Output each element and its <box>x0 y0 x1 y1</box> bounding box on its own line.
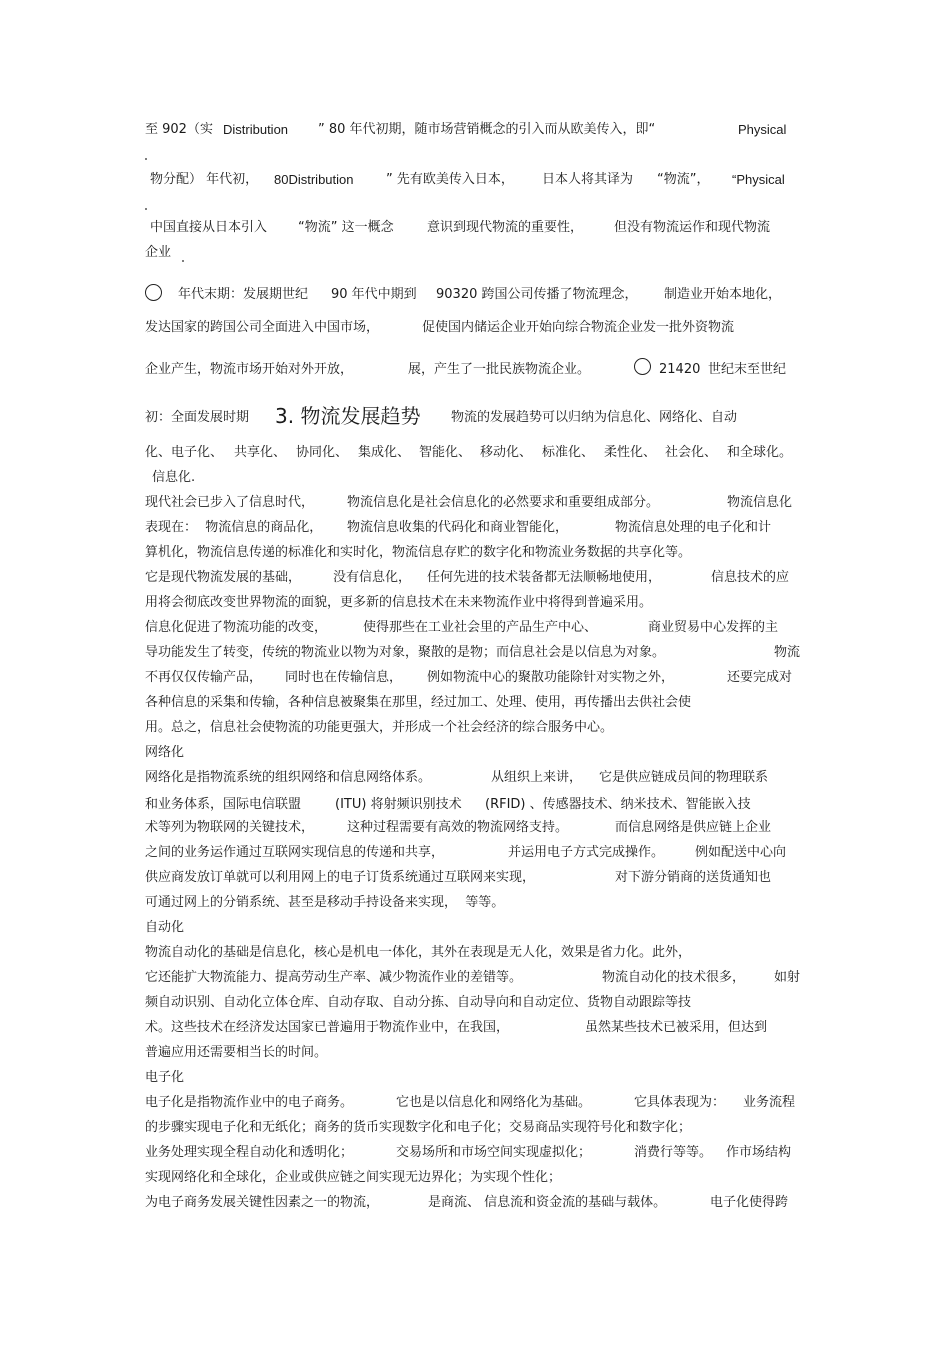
text-fragment: ” 先有欧美传入日本， <box>386 172 514 187</box>
text-fragment: 和业务体系，国际电信联盟 <box>145 797 302 812</box>
text-fragment: 业务处理实现全程自动化和透明化； <box>145 1145 354 1160</box>
text-fragment: 用将会彻底改变世界物流的面貌，更多新的信息技术在未来物流作业中将得到普遍采用。 <box>145 595 653 610</box>
text-fragment: 例如物流中心的聚散功能除针对实物之外， <box>427 670 675 685</box>
circle-icon <box>634 358 651 375</box>
text-fragment: 它是现代物流发展的基础， <box>145 570 302 585</box>
text-fragment: 企业 <box>145 245 172 260</box>
text-fragment: 制造业开始本地化， <box>664 287 782 302</box>
text-fragment: 对下游分销商的送货通知也 <box>615 870 772 885</box>
text-fragment: (RFID) 、传感器技术、纳米技术、智能嵌入技 <box>485 797 751 812</box>
dot-mark <box>145 158 147 160</box>
subheading-informatization: 信息化. <box>152 470 196 485</box>
text-fragment: 同时也在传输信息， <box>285 670 403 685</box>
text-fragment: 物流信息处理的电子化和计 <box>615 520 772 535</box>
text-fragment: 表现在： 物流信息的商品化， <box>145 520 323 535</box>
text-fragment: 电子化是指物流作业中的电子商务。 <box>145 1095 354 1110</box>
text-fragment: 为电子商务发展关键性因素之一的物流， <box>145 1195 380 1210</box>
text-fragment: 世纪末至世纪 <box>708 362 787 377</box>
text-fragment: 展，产生了一批民族物流企业。 <box>408 362 591 377</box>
text-fragment: ” 80 年代初期，随市场营销概念的引入而从欧美传入，即“ <box>318 122 656 137</box>
text-fragment: 物流自动化的基础是信息化，核心是机电一体化，其外在表现是无人化，效果是省力化。此外， <box>145 945 692 960</box>
dot-mark <box>182 260 184 262</box>
subheading-electronization: 电子化 <box>145 1070 185 1085</box>
text-fragment: 集成化、 <box>358 445 411 460</box>
text-fragment: 而信息网络是供应链上企业 <box>615 820 772 835</box>
text-fragment: 物流信息化是社会信息化的必然要求和重要组成部分。 <box>347 495 660 510</box>
text-fragment: 90 年代中期到 <box>331 287 417 302</box>
text-fragment: 标准化、 <box>542 445 595 460</box>
text-fragment: 的步骤实现电子化和无纸化；商务的货币实现数字化和电子化；交易商品实现符号化和数字化； <box>145 1120 692 1135</box>
text-fragment: 消费行等等。 <box>634 1145 713 1160</box>
subheading-networking: 网络化 <box>145 745 185 760</box>
subheading-automation: 自动化 <box>145 920 185 935</box>
text-fragment: 如射 <box>774 970 801 985</box>
text-fragment: 日本人将其译为 <box>542 172 634 187</box>
text-fragment: 物流信息化 <box>727 495 793 510</box>
text-fragment: 信息技术的应 <box>711 570 790 585</box>
text-fragment: 协同化、 <box>296 445 349 460</box>
text-fragment: 物流 <box>774 645 801 660</box>
text-fragment: 术等列为物联网的关键技术， <box>145 820 315 835</box>
text-fragment: 它也是以信息化和网络化为基础。 <box>396 1095 592 1110</box>
text-fragment: 作市场结构 <box>726 1145 792 1160</box>
text-fragment: 虽然某些技术已被采用，但达到 <box>585 1020 768 1035</box>
text-fragment: 网络化是指物流系统的组织网络和信息网络体系。 <box>145 770 432 785</box>
text-fragment: 这种过程需要有高效的物流网络支持。 <box>347 820 569 835</box>
text-fragment: 中国直接从日本引入 <box>150 220 268 235</box>
text-fragment: 90320 跨国公司传播了物流理念， <box>436 287 638 302</box>
text-fragment: 用。总之，信息社会使物流的功能更强大，并形成一个社会经济的综合服务中心。 <box>145 720 614 735</box>
text-fragment: 它具体表现为： <box>634 1095 726 1110</box>
text-fragment: 年代末期：发展期世纪 <box>178 287 309 302</box>
text-fragment: 信息化促进了物流功能的改变， <box>145 620 328 635</box>
text-fragment: “Physical <box>732 172 785 187</box>
text-fragment: 物流的发展趋势可以归纳为信息化、网络化、自动 <box>451 410 738 425</box>
text-fragment: 没有信息化， <box>333 570 412 585</box>
text-fragment: 从组织上来讲， <box>491 770 583 785</box>
text-fragment: 社会化、 <box>665 445 718 460</box>
text-fragment: 普遍应用还需要相当长的时间。 <box>145 1045 328 1060</box>
circle-icon <box>145 284 162 301</box>
text-fragment: 电子化使得跨 <box>710 1195 789 1210</box>
text-fragment: 各种信息的采集和传输，各种信息被聚集在那里，经过加工、处理、使用，再传播出去供社会使 <box>145 695 692 710</box>
text-fragment: 企业产生，物流市场开始对外开放， <box>145 362 354 377</box>
text-fragment: 它是供应链成员间的物理联系 <box>599 770 769 785</box>
text-fragment: 21420 <box>659 362 701 377</box>
text-fragment: 实现网络化和全球化，企业或供应链之间实现无边界化；为实现个性化； <box>145 1170 562 1185</box>
text-fragment: 物流自动化的技术很多， <box>602 970 746 985</box>
text-fragment: 发达国家的跨国公司全面进入中国市场， <box>145 320 380 335</box>
text-fragment: 例如配送中心向 <box>695 845 787 860</box>
text-fragment: 它还能扩大物流能力、提高劳动生产率、减少物流作业的差错等。 <box>145 970 523 985</box>
text-fragment: 智能化、 <box>419 445 472 460</box>
text-fragment: 可通过网上的分销系统、甚至是移动手持设备来实现， 等等。 <box>145 895 505 910</box>
text-fragment: (ITU) 将射频识别技术 <box>335 797 462 812</box>
text-fragment: 柔性化、 <box>604 445 657 460</box>
text-fragment: 物分配） 年代初， <box>150 172 259 187</box>
dot-mark <box>145 208 147 210</box>
text-fragment: 现代社会已步入了信息时代， <box>145 495 315 510</box>
text-fragment: Distribution <box>223 122 289 137</box>
text-fragment: Physical <box>738 122 787 137</box>
text-fragment: 术。这些技术在经济发达国家已普遍用于物流作业中，在我国， <box>145 1020 510 1035</box>
text-fragment: 共享化、 <box>234 445 287 460</box>
text-fragment: 业务流程 <box>743 1095 796 1110</box>
text-fragment: 化、电子化、 <box>145 445 224 460</box>
text-fragment: 频自动识别、自动化立体仓库、自动存取、自动分拣、自动导向和自动定位、货物自动跟踪等技 <box>145 995 692 1010</box>
text-fragment: 之间的业务运作通过互联网实现信息的传递和共享， <box>145 845 445 860</box>
text-fragment: 初：全面发展时期 <box>145 410 250 425</box>
text-fragment: 但没有物流运作和现代物流 <box>614 220 771 235</box>
text-line <box>0 1194 789 1284</box>
text-fragment: 还要完成对 <box>727 670 793 685</box>
text-fragment: “物流”， <box>657 172 710 187</box>
text-fragment: 商业贸易中心发挥的主 <box>648 620 779 635</box>
text-fragment: 任何先进的技术装备都无法顺畅地使用， <box>427 570 662 585</box>
text-fragment: 使得那些在工业社会里的产品生产中心、 <box>363 620 598 635</box>
text-fragment: 促使国内储运企业开始向综合物流企业发一批外资物流 <box>422 320 735 335</box>
text-fragment: 交易场所和市场空间实现虚拟化； <box>396 1145 592 1160</box>
text-fragment: 和全球化。 <box>727 445 793 460</box>
text-fragment: 至 902（实 <box>145 122 213 137</box>
text-fragment: 算机化，物流信息传递的标准化和实时化，物流信息存贮的数字化和物流业务数据的共享化等。 <box>145 545 692 560</box>
text-fragment: 导功能发生了转变，传统的物流业以物为对象，聚散的是物；而信息社会是以信息为对象。 <box>145 645 666 660</box>
text-fragment: 不再仅仅传输产品， <box>145 670 263 685</box>
text-fragment: 并运用电子方式完成操作。 <box>508 845 665 860</box>
text-fragment: 是商流、 信息流和资金流的基础与载体。 <box>428 1195 667 1210</box>
text-fragment: 物流信息收集的代码化和商业智能化， <box>347 520 569 535</box>
text-fragment: 意识到现代物流的重要性， <box>427 220 584 235</box>
text-fragment: 供应商发放订单就可以利用网上的电子订货系统通过互联网来实现， <box>145 870 536 885</box>
text-fragment: 80Distribution <box>274 172 354 187</box>
text-fragment: 移动化、 <box>480 445 533 460</box>
section-heading: 3. 物流发展趋势 <box>275 404 421 428</box>
text-fragment: “物流” 这一概念 <box>298 220 394 235</box>
